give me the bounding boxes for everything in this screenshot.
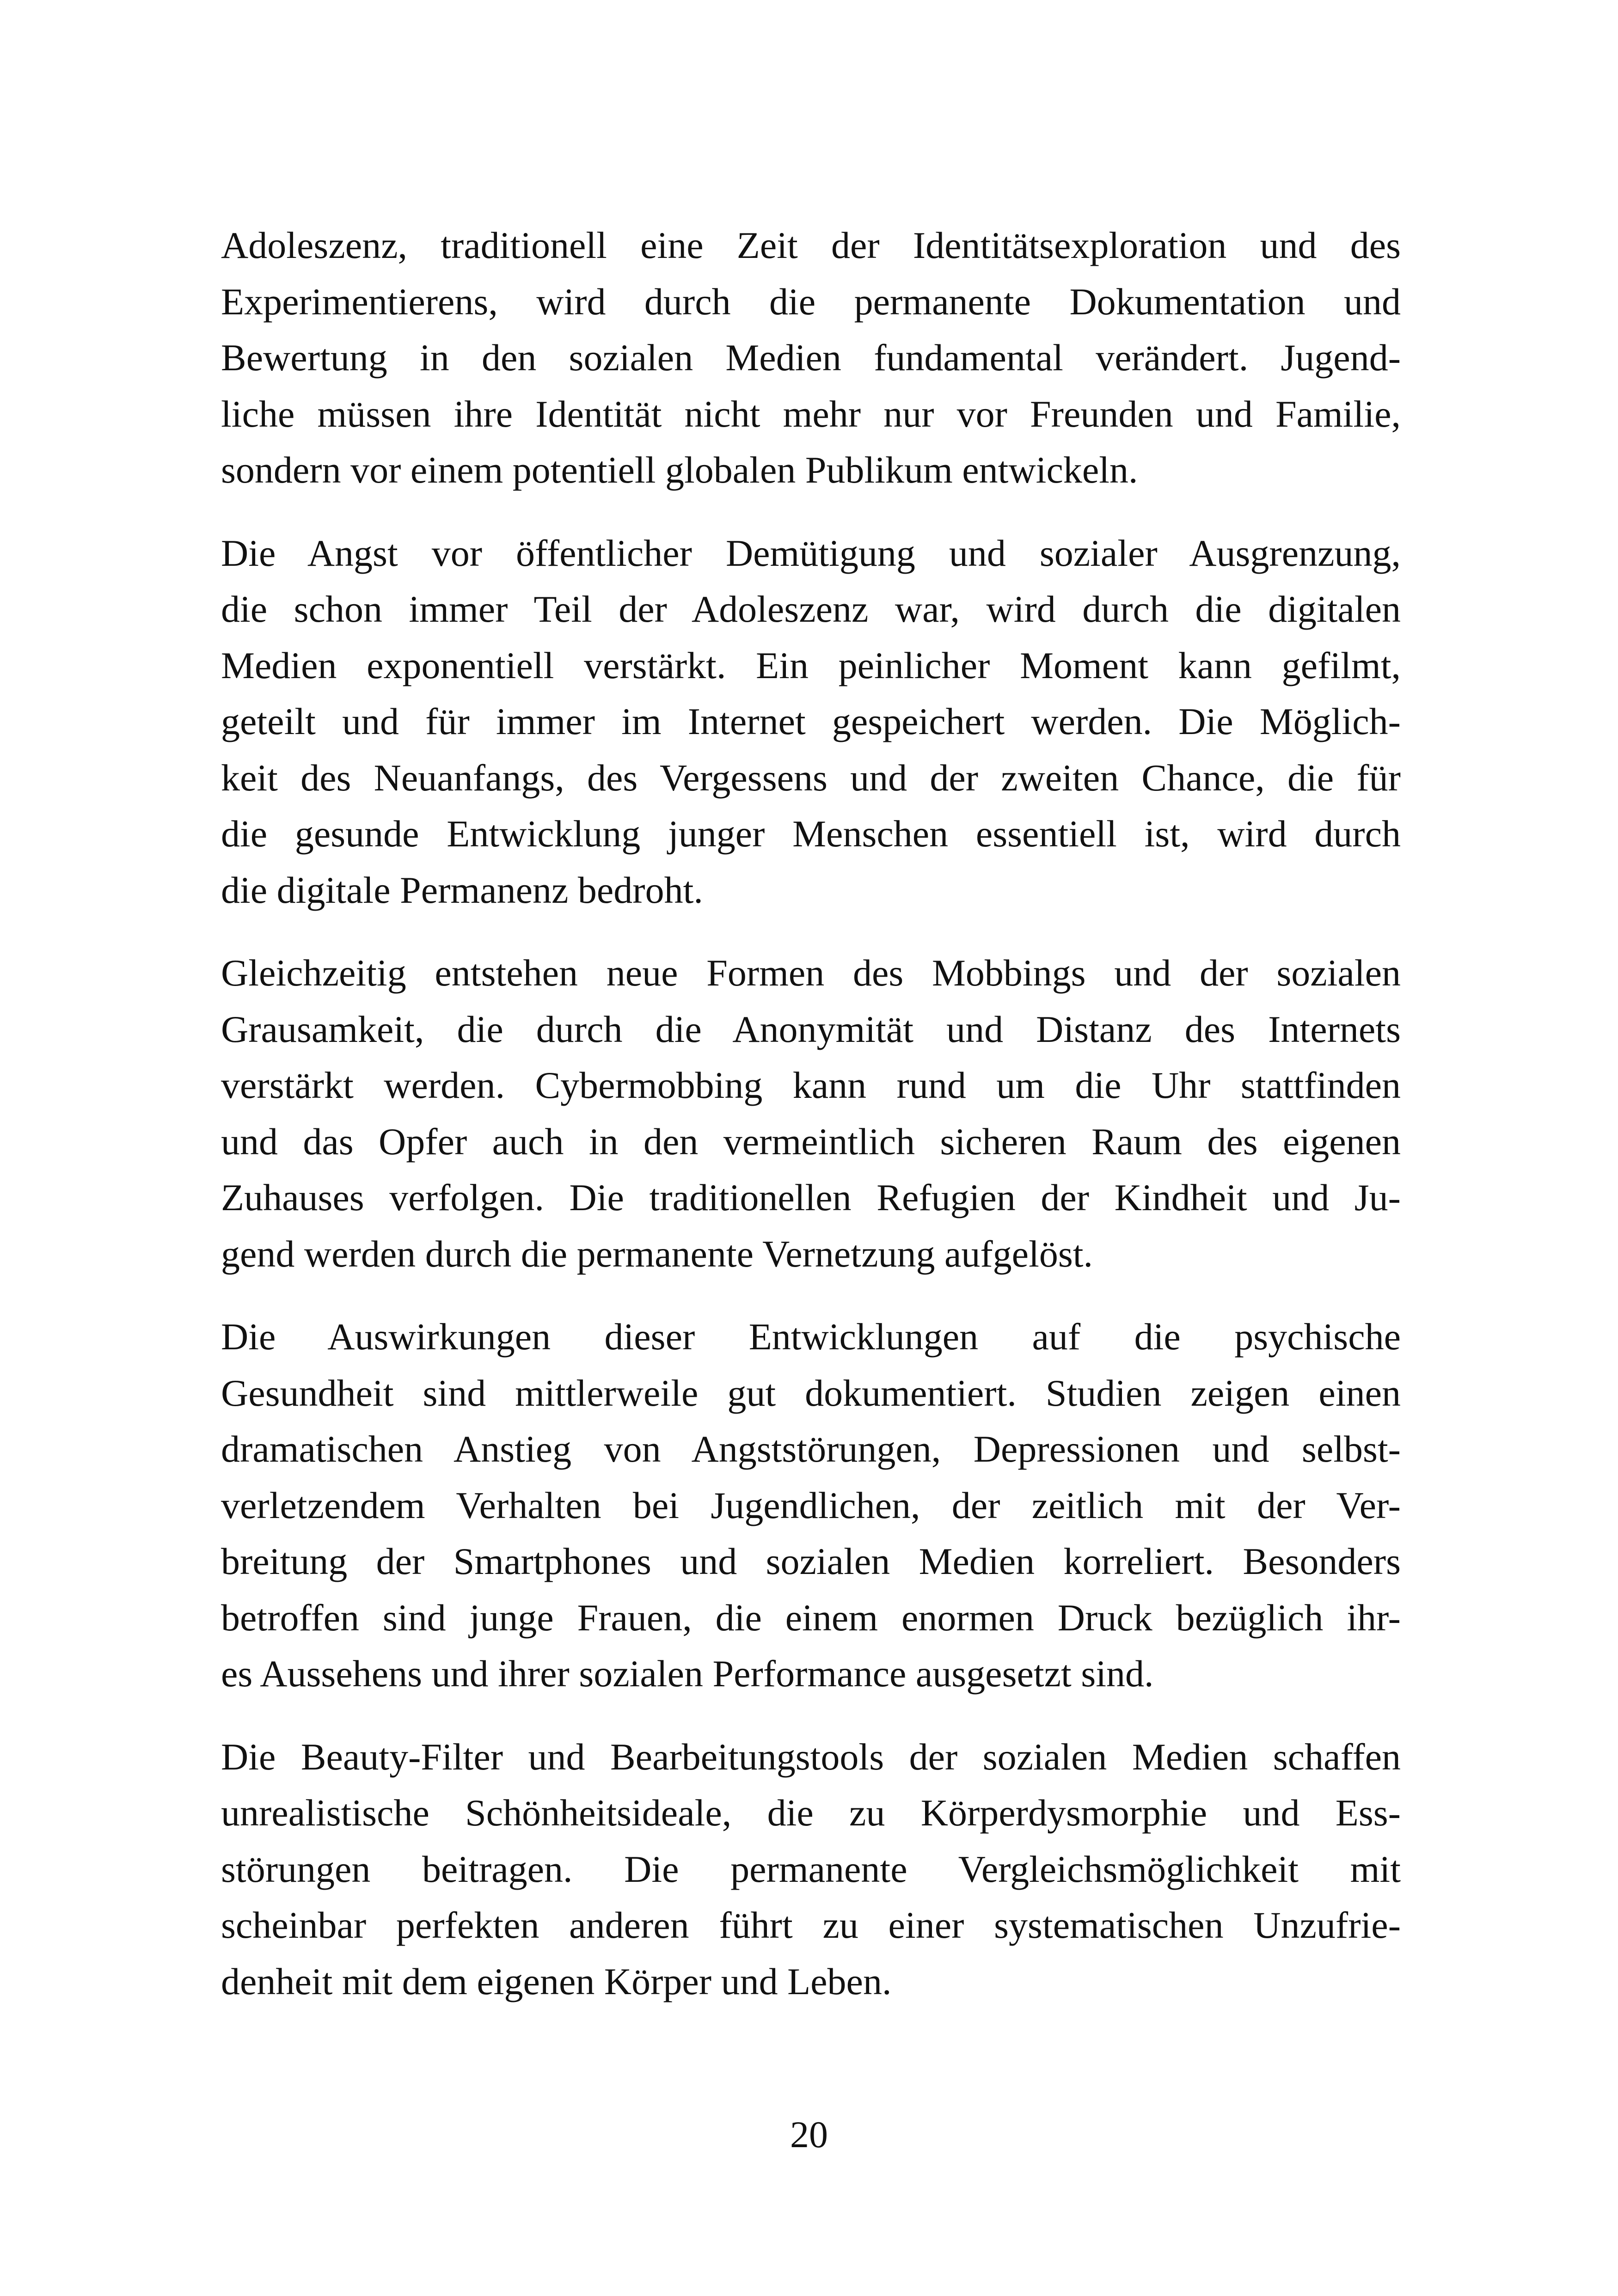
text-line: sondern vor einem potentiell globalen Publikum entwickeln. [221,449,1138,491]
text-line: Medien exponentiell verstärkt. Ein peinlicher Moment kann gefilmt, [221,644,1401,686]
text-line: verstärkt werden. Cybermobbing kann rund um die Uhr stattfinden [221,1064,1401,1106]
paragraph-3 [221,945,1401,1282]
text-line: Die Auswirkungen dieser Entwicklungen auf die psychische [221,1316,1401,1358]
text-line: Adoleszenz, traditionell eine Zeit der Identitätsexploration und des [221,224,1401,266]
text-line: denheit mit dem eigenen Körper und Leben. [221,1960,892,2002]
text-line: die gesunde Entwicklung junger Menschen essentiell ist, wird durch [221,813,1401,855]
page-number: 20 [790,2113,828,2155]
paragraph-4 [221,1309,1401,1702]
text-line: die digitale Permanenz bedroht. [221,869,703,911]
text-line: verletzendem Verhalten bei Jugendlichen, der zeitlich mit der Ver- [221,1484,1401,1526]
text-line: breitung der Smartphones und sozialen Medien korreliert. Besonders [221,1540,1401,1582]
paragraph-2 [221,525,1401,918]
text-line: scheinbar perfekten anderen führt zu einer systematischen Unzufrie- [221,1904,1401,1946]
paragraph-1 [221,217,1401,498]
text-line: und das Opfer auch in den vermeintlich sicheren Raum des eigenen [221,1120,1401,1163]
text-line: Gleichzeitig entstehen neue Formen des Mobbings und der sozialen [221,952,1401,994]
text-line: es Aussehens und ihrer sozialen Performance ausgesetzt sind. [221,1653,1154,1695]
text-line: liche müssen ihre Identität nicht mehr nur vor Freunden und Familie, [221,392,1401,435]
text-line: Experimentierens, wird durch die permanente Dokumentation und [221,280,1401,323]
text-line: Die Angst vor öffentlicher Demütigung und sozialer Ausgrenzung, [221,532,1401,574]
text-line: die schon immer Teil der Adoleszenz war, wird durch die digitalen [221,588,1401,630]
text-line: Zuhauses verfolgen. Die traditionellen Refugien der Kindheit und Ju- [221,1176,1401,1218]
text-line: Die Beauty-Filter und Bearbeitungstools der sozialen Medien schaffen [221,1735,1401,1778]
text-line: Grausamkeit, die durch die Anonymität und Distanz des Internets [221,1008,1401,1050]
text-line: betroffen sind junge Frauen, die einem enormen Druck bezüglich ihr- [221,1596,1401,1639]
text-line: Gesundheit sind mittlerweile gut dokumentiert. Studien zeigen einen [221,1371,1401,1414]
paragraph-5 [221,1729,1401,2010]
text-line: geteilt und für immer im Internet gespeichert werden. Die Möglich- [221,700,1401,742]
text-line: Bewertung in den sozialen Medien fundamental verändert. Jugend- [221,337,1401,379]
text-line: dramatischen Anstieg von Angststörungen, Depressionen und selbst- [221,1428,1401,1470]
text-line: gend werden durch die permanente Vernetzung aufgelöst. [221,1232,1093,1275]
text-line: unrealistische Schönheitsideale, die zu Körperdysmorphie und Ess- [221,1792,1401,1834]
text-line: keit des Neuanfangs, des Vergessens und der zweiten Chance, die für [221,756,1401,799]
text-line: störungen beitragen. Die permanente Vergleichsmöglichkeit mit [221,1848,1401,1890]
body-text [221,217,1401,2036]
